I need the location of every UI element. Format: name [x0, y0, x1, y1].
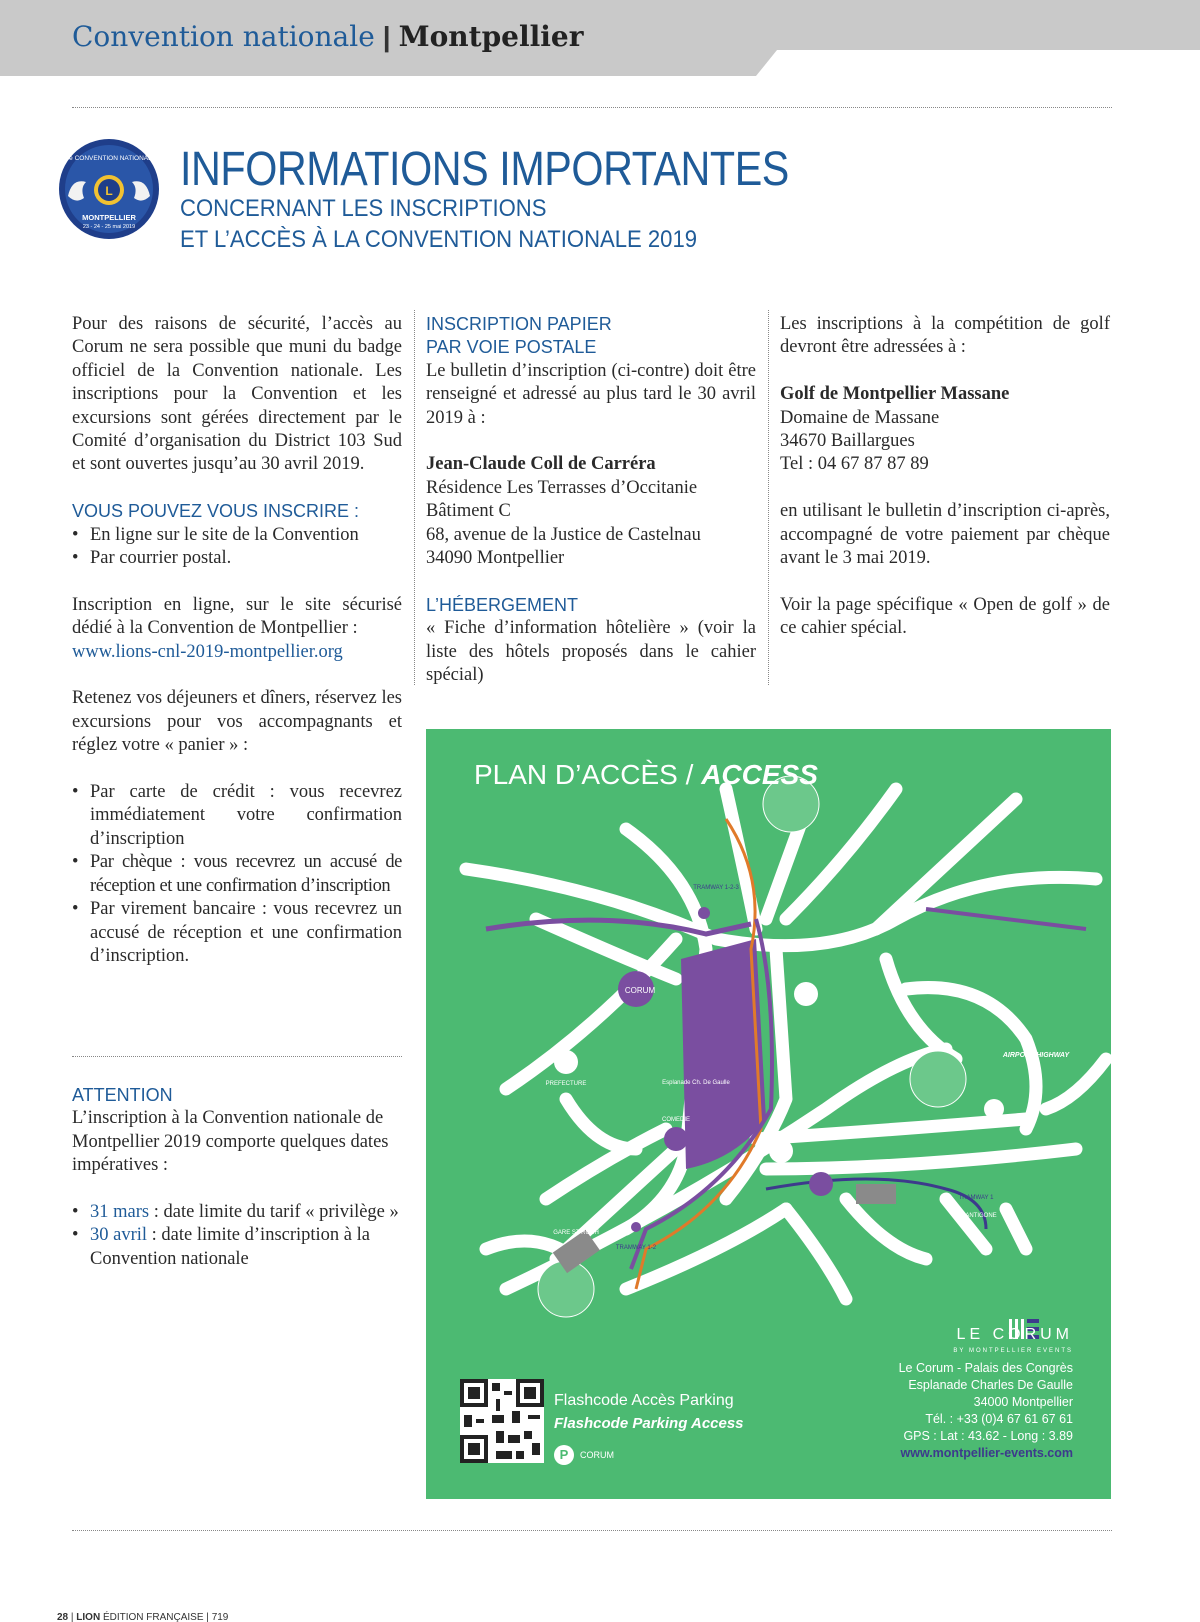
flashcode-fr: Flashcode Accès Parking [554, 1392, 734, 1409]
postal-heading-2: PAR VOIE POSTALE [426, 337, 597, 358]
payment-list [72, 781, 402, 968]
list-item: • Par carte de crédit : vous recevrez immédiatement votre confirmation d’inscription [72, 781, 402, 851]
page-title: INFORMATIONS IMPORTANTES [180, 143, 789, 196]
attention-heading: ATTENTION [72, 1085, 173, 1105]
map-label: TRAMWAY 1 [958, 1195, 994, 1201]
golf-payment-paragraph: en utilisant le bulletin d’inscription ci-après, accompagné de votre paiement par chèque avant le 3 mai 2019. [780, 501, 1110, 569]
footer-brand: LION [76, 1612, 101, 1622]
map-label: Esplanade Ch. De Gaulle [662, 1080, 730, 1086]
column-2 [426, 313, 756, 711]
footer-edition: ÉDITION FRANÇAISE [102, 1612, 204, 1622]
logo-dates: 23 - 24 - 25 mai 2019 [82, 224, 136, 230]
flashcode-block [554, 1389, 744, 1465]
logo-bottom-text: MONTPELLIER [82, 213, 136, 222]
header-divider [72, 107, 1112, 108]
parking-icon: P [554, 1445, 574, 1465]
map-label: GARE ST ROCH [553, 1230, 599, 1236]
golf-intro: Les inscriptions à la compétition de golf devront être adressées à : [780, 314, 1110, 358]
retenez-paragraph: Retenez vos déjeuners et dîners, réservez les excursions pour vos accompagnants et réglez votre « panier » : [72, 688, 402, 756]
golf-phone: Tel : 04 67 87 87 89 [780, 454, 929, 475]
lodging-heading: L’HÉBERGEMENT [426, 594, 579, 615]
attention-paragraph: L’inscription à la Convention nationale de Montpellier 2019 comporte quelques dates impératives : [72, 1108, 389, 1176]
contact-address-line: 68, avenue de la Justice de Castelnau [426, 524, 701, 545]
attention-divider [72, 1056, 402, 1057]
corum-contact [899, 1326, 1073, 1462]
golf-address-line: Domaine de Massane [780, 407, 940, 428]
parking-label: CORUM [580, 1450, 614, 1460]
intro-paragraph: Pour des raisons de sécurité, l’accès au Corum ne sera possible que muni du badge officiel de la Convention nationale. Les inscriptions pour la Convention et les excursions sont gérées directement par le Comité d’organisation du District 103 Sud et sont ouvertes jusqu’au 30 avril 2019. [72, 314, 402, 475]
access-map [426, 729, 1111, 1499]
list-item [72, 1201, 402, 1224]
corum-gps: GPS : Lat : 43.62 - Long : 3.89 [903, 1429, 1073, 1443]
map-label: ANTIGONE [965, 1213, 997, 1219]
map-title-en: ACCESS [701, 759, 818, 790]
section-title [72, 20, 583, 53]
register-heading: VOUS POUVEZ VOUS INSCRIRE : [72, 501, 360, 522]
corum-address-line: Esplanade Charles De Gaulle [908, 1378, 1073, 1392]
contact-name: Jean-Claude Coll de Carréra [426, 454, 656, 475]
section-city: Montpellier [398, 20, 584, 53]
column-separator [414, 310, 415, 685]
map-label: POLYGONE [804, 1165, 838, 1171]
list-item: • Par courrier postal. [72, 547, 402, 570]
convention-logo [58, 138, 160, 240]
corum-brand-sub: BY MONTPELLIER EVENTS [953, 1348, 1073, 1354]
list-item: • En ligne sur le site de la Convention [72, 524, 402, 547]
dates-list [72, 1201, 402, 1271]
svg-text:L: L [105, 184, 113, 198]
parking-qr-code[interactable] [460, 1379, 544, 1463]
date-text: : date limite du tarif « privilège » [149, 1202, 399, 1223]
golf-name: Golf de Montpellier Massane [780, 384, 1010, 405]
page-footer: 28 | LION ÉDITION FRANÇAISE | 719 [57, 1612, 229, 1622]
logo-top-text: 68e CONVENTION NATIONALE [61, 155, 157, 162]
registration-link[interactable]: www.lions-cnl-2019-montpellier.org [72, 641, 343, 662]
column-1 [72, 313, 402, 992]
golf-address-line: 34670 Baillargues [780, 431, 915, 452]
lodging-paragraph: « Fiche d’information hôtelière » (voir la liste des hôtels proposés dans le cahier spécial) [426, 618, 756, 686]
corum-website[interactable]: www.montpellier-events.com [900, 1446, 1073, 1460]
corum-phone: Tél. : +33 (0)4 67 61 67 61 [925, 1412, 1073, 1426]
map-title [474, 759, 818, 791]
page-subtitle-1: CONCERNANT LES INSCRIPTIONS [180, 195, 547, 222]
map-label: TRAMWAY 1-2-3 [693, 885, 739, 891]
postal-paragraph: Le bulletin d’inscription (ci-contre) doit être renseigné et adressé au plus tard le 30 avril 2019 à : [426, 360, 756, 428]
golf-see-page: Voir la page spécifique « Open de golf » de ce cahier spécial. [780, 594, 1110, 639]
date-highlight: 30 avril [90, 1225, 148, 1246]
page-subtitle-2: ET L’ACCÈS À LA CONVENTION NATIONALE 2019 [180, 226, 698, 253]
corum-address-line: 34000 Montpellier [973, 1395, 1073, 1409]
map-label: CORUM [624, 986, 656, 995]
contact-address-line: Résidence Les Terrasses d’Occitanie [426, 477, 698, 498]
attention-block [72, 1084, 402, 1295]
corum-brand: LE CORUM [956, 1326, 1073, 1343]
page-number: 28 [57, 1612, 69, 1622]
column-separator [768, 310, 769, 685]
map-title-fr: PLAN D’ACCÈS / [474, 759, 694, 790]
list-item: • Par virement bancaire : vous recevrez un accusé de réception et une confirmation d’inscription. [72, 898, 402, 968]
contact-address-line: Bâtiment C [426, 501, 511, 522]
map-label: AIRPORT HIGHWAY [1002, 1052, 1070, 1059]
date-highlight: 31 mars [90, 1202, 150, 1223]
register-list [72, 524, 402, 571]
column-3 [780, 313, 1110, 664]
online-paragraph [72, 594, 402, 664]
map-label: COMEDIE [661, 1117, 691, 1123]
contact-address-line: 34090 Montpellier [426, 548, 565, 569]
list-item: • Par chèque : vous recevrez un accusé de réception et une confirmation d’inscription [72, 851, 402, 898]
map-label: PREFECTURE [545, 1081, 587, 1087]
header-band [0, 0, 1200, 76]
list-item [72, 1224, 402, 1271]
online-text: Inscription en ligne, sur le site sécurisé dédié à la Convention de Montpellier : [72, 594, 402, 639]
parking-badge [554, 1445, 744, 1465]
qr-code-icon [460, 1379, 544, 1463]
date-text: : date limite d’inscription à la Convention nationale [90, 1225, 370, 1269]
corum-address-line: Le Corum - Palais des Congrès [898, 1361, 1073, 1375]
flashcode-en: Flashcode Parking Access [554, 1415, 744, 1432]
postal-heading-1: INSCRIPTION PAPIER [426, 314, 612, 334]
convention-badge-icon [58, 138, 160, 240]
footer-issue: 719 [211, 1612, 229, 1622]
footer-divider [72, 1530, 1112, 1531]
map-label: TRAMWAY 1-2 [615, 1245, 657, 1251]
title-separator: | [382, 21, 391, 52]
section-name: Convention nationale [72, 20, 375, 53]
